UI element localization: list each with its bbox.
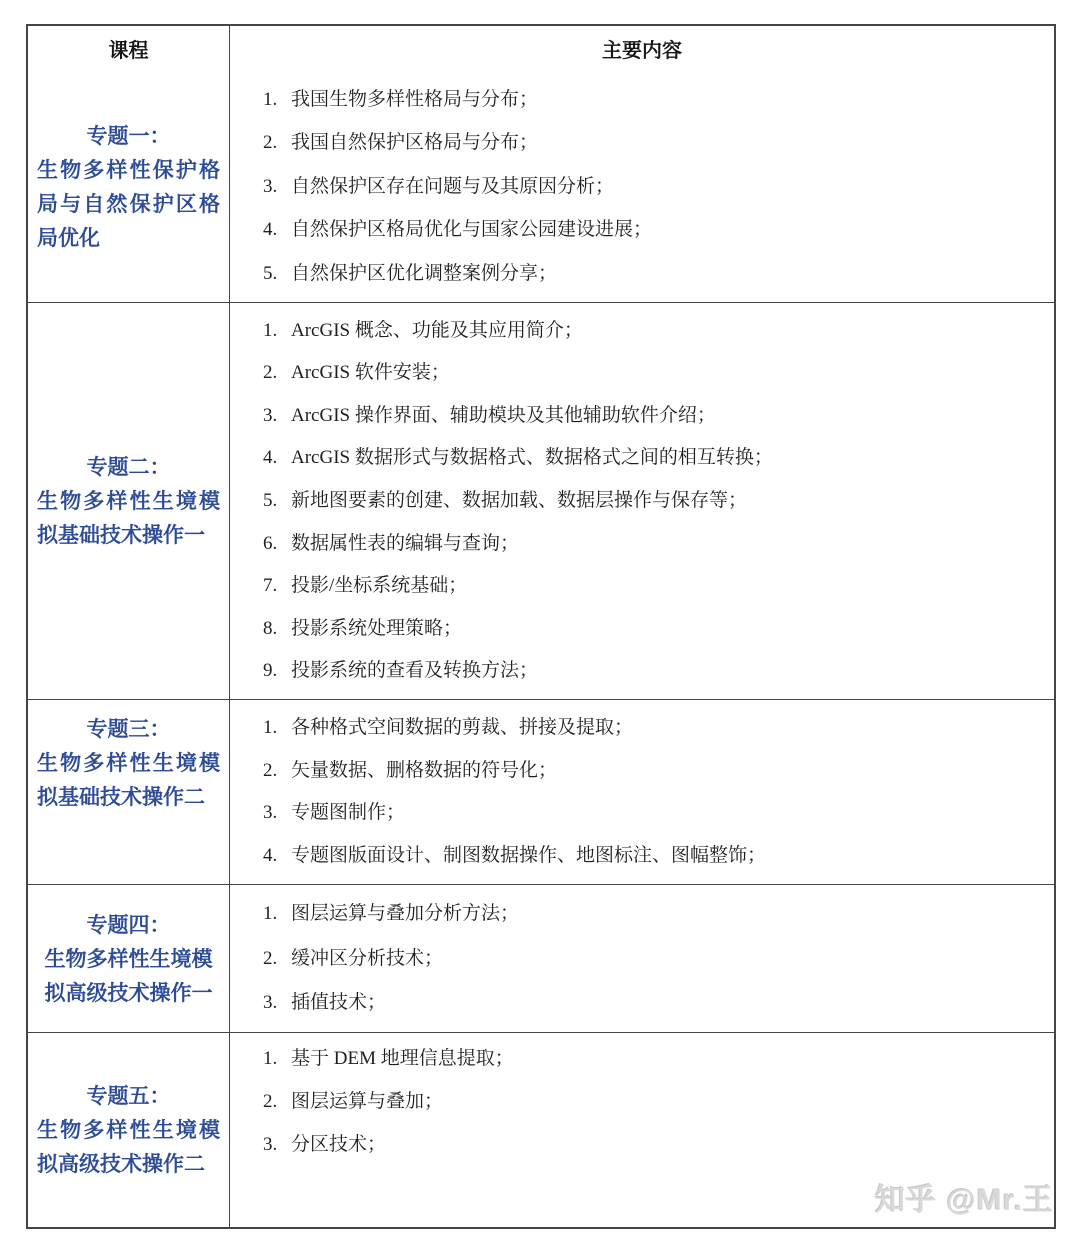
content-cell [230, 885, 1054, 1032]
content-item [263, 443, 1044, 473]
table-row [28, 302, 1054, 699]
topic-title: 专题二： [86, 455, 171, 479]
content-item [263, 571, 1044, 601]
topic-title: 专题四： [86, 912, 171, 937]
topic-subtitle: 生物多样性生境模拟基础技术操作二 [37, 751, 220, 809]
content-item [263, 401, 1044, 431]
content-list [230, 700, 1054, 884]
item-number: 1. [263, 903, 278, 925]
topic-subtitle: 生物多样性生境模拟高级技术操作二 [37, 1118, 220, 1176]
item-text: 自然保护区格局优化与国家公园建设进展； [291, 219, 653, 240]
course-cell [28, 885, 230, 1032]
item-number: 2. [263, 362, 278, 384]
topic-block [37, 1079, 220, 1181]
content-item [263, 128, 1044, 158]
content-item [263, 713, 1044, 743]
item-number: 2. [263, 1091, 278, 1112]
content-item [263, 486, 1044, 516]
item-number: 4. [263, 845, 278, 867]
item-number: 7. [263, 575, 278, 597]
item-number: 2. [263, 132, 278, 153]
item-text: 自然保护区存在问题与及其原因分析； [291, 175, 615, 197]
item-text: 基于 DEM 地理信息提取； [291, 1048, 514, 1069]
item-text: 插值技术； [291, 991, 387, 1013]
content-item [263, 358, 1044, 388]
content-cell [230, 303, 1054, 699]
topic-block [37, 712, 220, 814]
topic-title: 专题三： [86, 717, 171, 741]
content-item [263, 841, 1044, 871]
item-number: 1. [263, 1048, 278, 1069]
item-text: 分区技术； [291, 1134, 387, 1155]
item-text: 我国生物多样性格局与分布； [291, 88, 539, 110]
item-number: 2. [263, 759, 278, 781]
content-item [263, 1087, 1044, 1117]
topic-block [37, 119, 220, 255]
item-text: 图层运算与叠加； [291, 1091, 444, 1112]
item-text: 投影/坐标系统基础； [291, 575, 468, 597]
content-item [263, 1044, 1044, 1074]
topic-subtitle: 生物多样性生境模拟基础技术操作一 [37, 489, 220, 547]
table-row [28, 884, 1054, 1032]
topic-subtitle: 生物多样性保护格局与自然保护区格局优化 [37, 157, 220, 250]
item-number: 3. [263, 991, 278, 1013]
item-number: 8. [263, 617, 278, 639]
item-text: 专题图版面设计、制图数据操作、地图标注、图幅整饰； [291, 845, 767, 867]
content-item [263, 656, 1044, 686]
table-row [28, 699, 1054, 884]
content-cell [230, 700, 1054, 884]
item-text: ArcGIS 概念、功能及其应用简介； [291, 319, 583, 341]
content-list [230, 71, 1054, 302]
content-item [263, 614, 1044, 644]
item-text: ArcGIS 数据形式与数据格式、数据格式之间的相互转换； [291, 447, 773, 469]
item-text: 矢量数据、删格数据的符号化； [291, 759, 558, 781]
item-number: 5. [263, 489, 278, 511]
item-number: 1. [263, 319, 278, 341]
topic-title: 专题五： [86, 1084, 171, 1108]
item-text: 数据属性表的编辑与查询； [291, 532, 520, 554]
content-item [263, 1130, 1044, 1160]
item-text: 投影系统处理策略； [291, 617, 463, 639]
item-number: 3. [263, 802, 278, 824]
content-item [263, 172, 1044, 202]
item-text: 我国自然保护区格局与分布； [291, 132, 539, 153]
topic-title: 专题一： [86, 123, 171, 148]
item-text: 各种格式空间数据的剪裁、拼接及提取； [291, 716, 634, 738]
table-body [28, 71, 1054, 1227]
content-item [263, 316, 1044, 346]
course-table [26, 24, 1056, 1229]
course-cell [28, 303, 230, 699]
item-text: 投影系统的查看及转换方法； [291, 660, 539, 682]
content-list [230, 885, 1054, 1032]
item-number: 2. [263, 947, 278, 969]
item-number: 6. [263, 532, 278, 554]
content-item [263, 944, 1044, 974]
item-text: 缓冲区分析技术； [291, 947, 444, 969]
content-item [263, 899, 1044, 929]
content-item [263, 798, 1044, 828]
item-number: 3. [263, 404, 278, 426]
course-cell [28, 1033, 230, 1227]
topic-block [37, 450, 220, 552]
item-number: 4. [263, 447, 278, 469]
topic-block [37, 908, 220, 1010]
content-item [263, 85, 1044, 115]
item-number: 1. [263, 88, 278, 110]
table-header-row [28, 26, 1054, 71]
table-row [28, 71, 1054, 302]
item-number: 5. [263, 262, 278, 284]
item-number: 9. [263, 660, 278, 682]
item-text: 专题图制作； [291, 802, 406, 824]
content-list [230, 303, 1054, 699]
header-cell-content: 主要内容 [602, 40, 682, 62]
content-item [263, 529, 1044, 559]
item-text: 新地图要素的创建、数据加载、数据层操作与保存等； [291, 489, 748, 511]
content-cell [230, 71, 1054, 302]
item-number: 1. [263, 716, 278, 738]
item-number: 3. [263, 1134, 278, 1155]
item-text: ArcGIS 操作界面、辅助模块及其他辅助软件介绍； [291, 404, 716, 426]
item-text: 自然保护区优化调整案例分享； [291, 262, 558, 284]
header-cell-course: 课程 [28, 26, 230, 71]
content-item [263, 215, 1044, 245]
content-item [263, 988, 1044, 1018]
item-number: 4. [263, 219, 278, 240]
item-text: 图层运算与叠加分析方法； [291, 903, 520, 925]
item-number: 3. [263, 175, 278, 197]
course-cell [28, 71, 230, 302]
item-text: ArcGIS 软件安装； [291, 362, 450, 384]
content-item [263, 259, 1044, 289]
topic-subtitle: 生物多样性生境模拟高级技术操作一 [44, 946, 213, 1005]
content-item [263, 756, 1044, 786]
watermark: 知乎 @Mr.王 [875, 1184, 1054, 1217]
course-cell [28, 700, 230, 884]
